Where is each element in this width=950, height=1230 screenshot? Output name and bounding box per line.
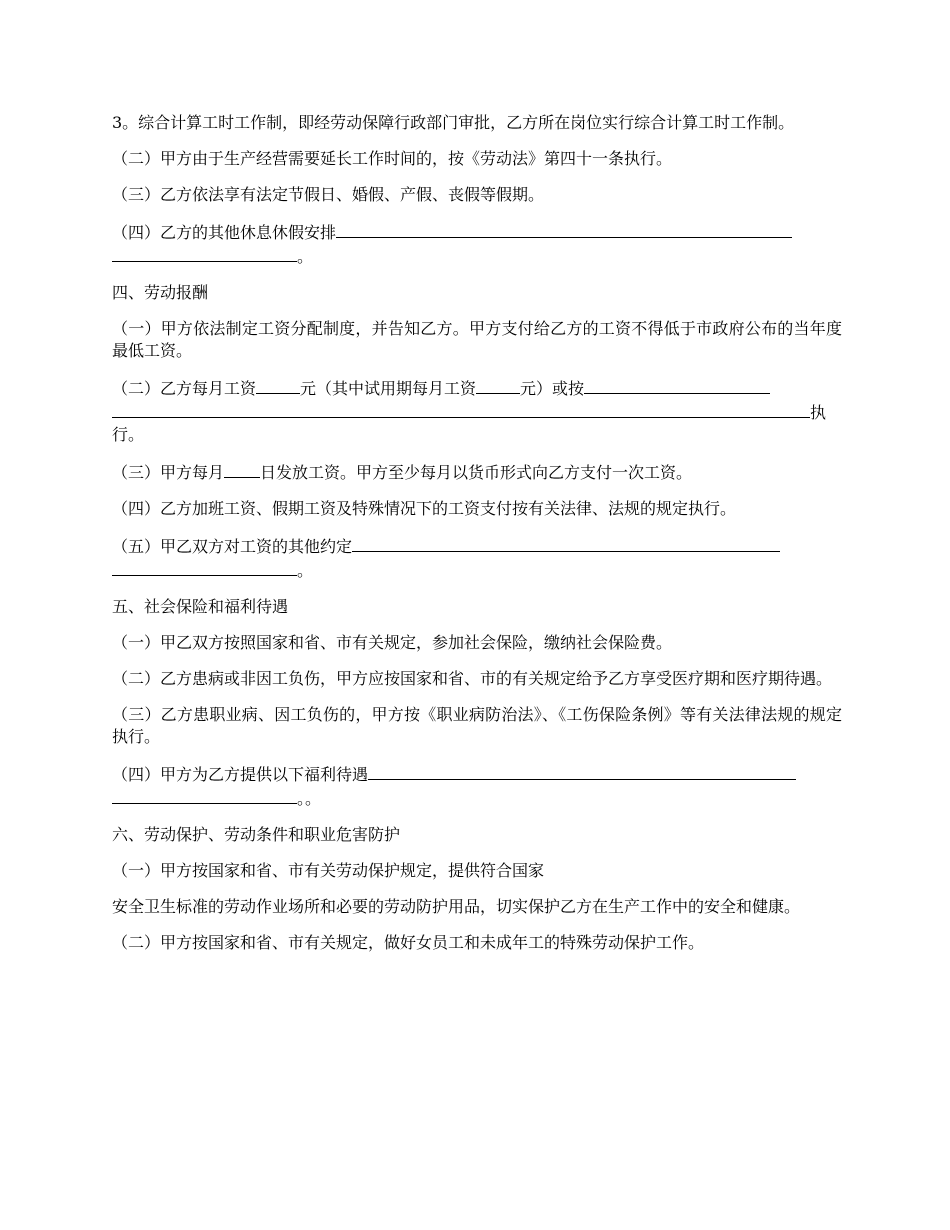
other-leave-end: 。 xyxy=(297,247,314,266)
paragraph-sick-leave: （二）乙方患病或非因工负伤，甲方应按国家和省、市的有关规定给予乙方享受医疗期和医疗期待遇。 xyxy=(112,669,833,688)
wage-alternative-blank xyxy=(584,376,770,394)
wage-execute-end: 行。 xyxy=(112,425,145,444)
paragraph-safety-standards: 安全卫生标准的劳动作业场所和必要的劳动防护用品，切实保护乙方在生产工作中的安全和健康。 xyxy=(112,897,801,916)
other-wage-blank xyxy=(352,534,780,552)
welfare-end: 。。 xyxy=(297,789,322,808)
other-wage-end: 。 xyxy=(297,561,314,580)
welfare-blank xyxy=(368,762,796,780)
paragraph-other-wage-agreement xyxy=(112,534,842,582)
paragraph-labor-protection: （一）甲方按国家和省、市有关劳动保护规定，提供符合国家 xyxy=(112,861,545,880)
pay-day-label: （三）甲方每月 xyxy=(112,463,225,482)
paragraph-welfare xyxy=(112,762,842,810)
pay-day-rest: 日发放工资。甲方至少每月以货币形式向乙方支付一次工资。 xyxy=(260,463,693,482)
probation-wage-blank xyxy=(476,376,520,394)
pay-day-blank xyxy=(224,460,260,478)
paragraph-comprehensive-hours: 3。综合计算工时工作制，即经劳动保障行政部门审批，乙方所在岗位实行综合计算工时工作制。 xyxy=(112,113,795,132)
other-leave-blank xyxy=(336,220,792,238)
section-heading-insurance: 五、社会保险和福利待遇 xyxy=(112,597,289,616)
section-heading-remuneration: 四、劳动报酬 xyxy=(112,283,209,302)
monthly-wage-label: （二）乙方每月工资 xyxy=(112,379,257,398)
paragraph-special-protection: （二）甲方按国家和省、市有关规定，做好女员工和未成年工的特殊劳动保护工作。 xyxy=(112,933,705,952)
other-leave-label: （四）乙方的其他休息休假安排 xyxy=(112,223,337,242)
other-leave-blank-continued xyxy=(112,244,297,262)
monthly-wage-blank xyxy=(256,376,300,394)
paragraph-overtime-pay: （四）乙方加班工资、假期工资及特殊情况下的工资支付按有关法律、法规的规定执行。 xyxy=(112,499,737,518)
paragraph-overtime: （二）甲方由于生产经营需要延长工作时间的，按《劳动法》第四十一条执行。 xyxy=(112,149,673,168)
welfare-label: （四）甲方为乙方提供以下福利待遇 xyxy=(112,765,369,784)
paragraph-monthly-wage xyxy=(112,376,842,446)
probation-wage-label: 元（其中试用期每月工资 xyxy=(300,379,477,398)
paragraph-other-leave xyxy=(112,220,842,268)
paragraph-holidays: （三）乙方依法享有法定节假日、婚假、产假、丧假等假期。 xyxy=(112,185,545,204)
wage-alternative-blank-continued xyxy=(112,400,810,418)
wage-alternative-label: 元）或按 xyxy=(520,379,585,398)
other-wage-label: （五）甲乙双方对工资的其他约定 xyxy=(112,537,353,556)
other-wage-blank-continued xyxy=(112,558,297,576)
paragraph-occupational-disease: （三）乙方患职业病、因工负伤的，甲方按《职业病防治法》、《工伤保险条例》等有关法律法规的规定执行。 xyxy=(112,705,842,746)
section-heading-protection: 六、劳动保护、劳动条件和职业危害防护 xyxy=(112,825,401,844)
welfare-blank-continued xyxy=(112,786,297,804)
paragraph-pay-day xyxy=(112,460,842,484)
paragraph-wage-system: （一）甲方依法制定工资分配制度，并告知乙方。甲方支付给乙方的工资不得低于市政府公布的当年度最低工资。 xyxy=(112,319,842,360)
wage-execute-char: 执 xyxy=(810,403,827,422)
paragraph-social-insurance: （一）甲乙双方按照国家和省、市有关规定，参加社会保险，缴纳社会保险费。 xyxy=(112,633,673,652)
